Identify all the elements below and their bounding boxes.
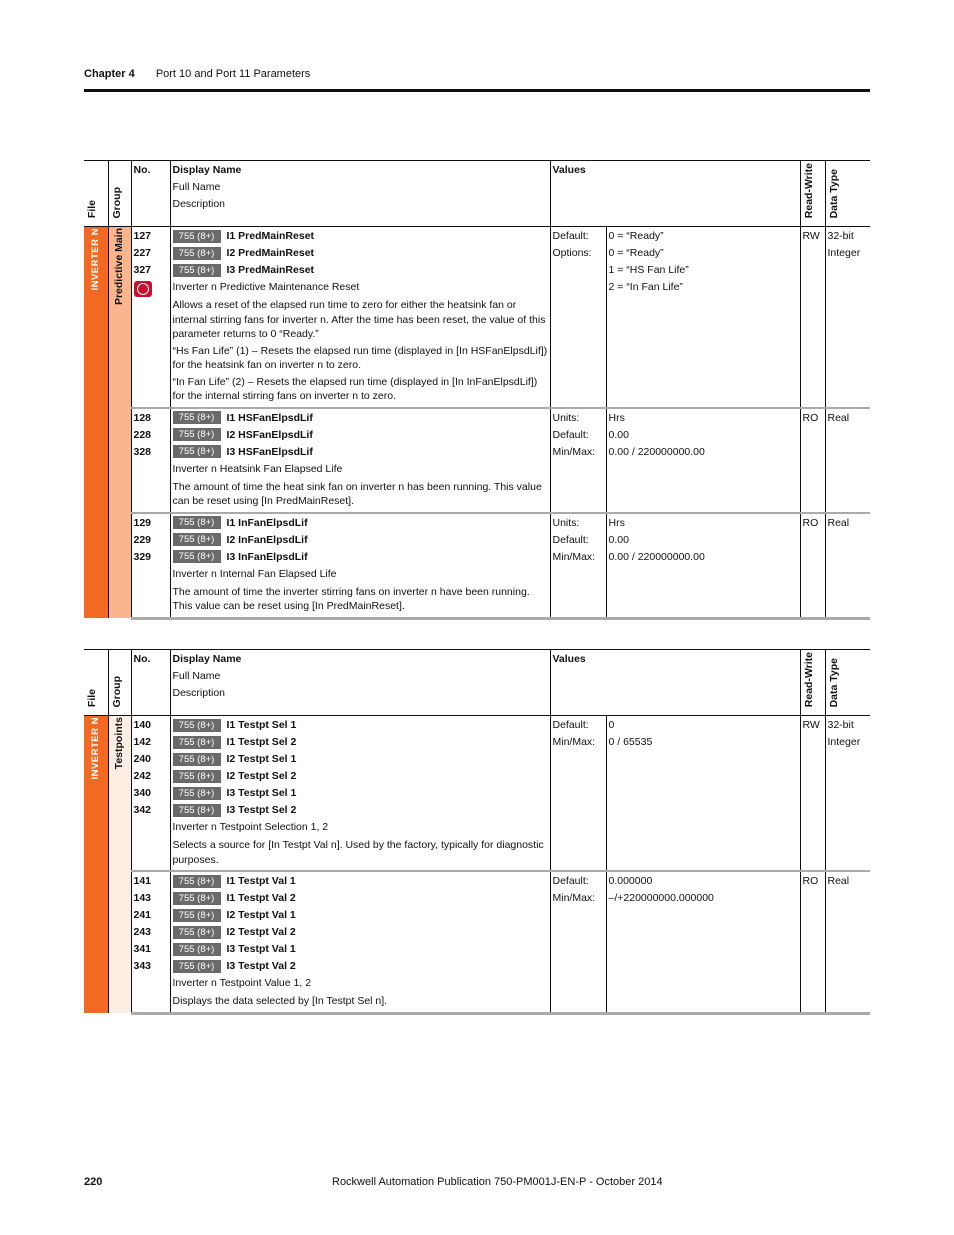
- parameter-name: I3 Testpt Sel 1: [226, 787, 297, 800]
- description: The amount of time the inverter stirring fans on inverter n have been running. This value can be reset using [In PredMainReset].: [172, 585, 530, 613]
- publication-info: Rockwell Automation Publication 750-PM001J-EN-P - October 2014: [332, 1176, 663, 1188]
- value-labels-cell: [550, 227, 606, 408]
- drive-badge: 755 (8+): [173, 770, 221, 783]
- parameter-table: [84, 649, 870, 1015]
- rw-column-header: Read-Write: [800, 650, 825, 716]
- value-setting: 0 / 65535: [608, 736, 653, 749]
- parameter-name: I1 InFanElpsdLif: [226, 516, 308, 529]
- name-cell: [170, 408, 550, 513]
- description: “In Fan Life” (2) – Resets the elapsed run time (displayed in [In InFanElpsdLif]) for the internal stirring fans on inverter n to zero.: [172, 375, 538, 403]
- full-name: Inverter n Heatsink Fan Elapsed Life: [172, 462, 343, 475]
- value-setting: 1 = “HS Fan Life”: [608, 264, 689, 277]
- parameter-number: 140: [133, 719, 152, 732]
- value-label: Options:: [552, 247, 592, 260]
- value-setting: 0.00: [608, 428, 629, 441]
- drive-badge: 755 (8+): [173, 943, 221, 956]
- parameter-number: 343: [133, 960, 152, 973]
- rw-cell: RO: [800, 408, 825, 513]
- value-label: Default:: [552, 719, 589, 732]
- value-labels-cell: [550, 408, 606, 513]
- parameter-name: I1 HSFanElpsdLif: [226, 411, 313, 424]
- parameter-number: 328: [133, 445, 152, 458]
- drive-badge: 755 (8+): [173, 787, 221, 800]
- parameter-row: [84, 716, 870, 872]
- drive-badge: 755 (8+): [173, 926, 221, 939]
- parameter-name: I2 InFanElpsdLif: [226, 533, 308, 546]
- description: “Hs Fan Life” (1) – Resets the elapsed run time (displayed in [In HSFanElpsdLif]) for the heatsink fan on inverter n to zero.: [172, 344, 548, 372]
- value-label: Min/Max:: [552, 550, 596, 563]
- value-setting: –/+220000000.000000: [608, 892, 714, 905]
- description: Displays the data selected by [In Testpt Sel n].: [172, 995, 388, 1008]
- group-column-header: Group: [108, 650, 131, 716]
- description: The amount of time the heat sink fan on inverter n has been running. This value can be reset using [In PredMainReset].: [172, 480, 542, 508]
- value-labels-cell: [550, 513, 606, 619]
- parameter-name: I2 Testpt Sel 1: [226, 753, 297, 766]
- running-header: [84, 68, 310, 80]
- number-cell: [131, 408, 170, 513]
- parameter-number: 228: [133, 428, 152, 441]
- value-setting: 0.00 / 220000000.00: [608, 445, 705, 458]
- parameter-row: [84, 408, 870, 513]
- dtype-cell: Real: [825, 513, 870, 619]
- parameter-row: [84, 871, 870, 1013]
- parameter-number: 341: [133, 943, 152, 956]
- drive-badge: 755 (8+): [173, 533, 221, 546]
- name-column-header: Display Name Full Name Description: [170, 650, 550, 716]
- full-name: Inverter n Predictive Maintenance Reset: [172, 281, 360, 294]
- name-cell: [170, 227, 550, 408]
- drive-badge: 755 (8+): [173, 875, 221, 888]
- parameter-number: 142: [133, 736, 152, 749]
- parameter-number: 127: [133, 230, 152, 243]
- full-name: Inverter n Internal Fan Elapsed Life: [172, 567, 337, 580]
- file-cell: INVERTER N: [84, 227, 108, 619]
- value-label: Default:: [552, 230, 589, 243]
- parameter-name: I1 Testpt Sel 1: [226, 719, 297, 732]
- dtype-cell: 32-bit Integer: [825, 716, 870, 872]
- parameter-name: I3 HSFanElpsdLif: [226, 445, 313, 458]
- number-cell: [131, 716, 170, 872]
- no-column-header: No.: [131, 650, 170, 716]
- value-label: Default:: [552, 428, 589, 441]
- rw-column-header: Read-Write: [800, 161, 825, 227]
- value-setting: Hrs: [608, 411, 625, 424]
- value-label: Default:: [552, 875, 589, 888]
- value-setting: 0.000000: [608, 875, 653, 888]
- parameter-name: I3 InFanElpsdLif: [226, 550, 308, 563]
- parameter-table: [84, 160, 870, 620]
- dtype-cell: 32-bit Integer: [825, 227, 870, 408]
- drive-badge: 755 (8+): [173, 736, 221, 749]
- drive-badge: 755 (8+): [173, 264, 221, 277]
- file-cell: INVERTER N: [84, 716, 108, 1014]
- number-cell: [131, 513, 170, 619]
- drive-badge: 755 (8+): [173, 516, 221, 529]
- rw-cell: RO: [800, 871, 825, 1013]
- parameter-name: I3 Testpt Val 2: [226, 960, 296, 973]
- parameter-name: I2 Testpt Sel 2: [226, 770, 297, 783]
- parameter-name: I1 Testpt Val 1: [226, 875, 296, 888]
- parameter-number: 243: [133, 926, 152, 939]
- drive-badge: 755 (8+): [173, 960, 221, 973]
- parameter-number: 241: [133, 909, 152, 922]
- no-column-header: No.: [131, 161, 170, 227]
- value-label: Units:: [552, 411, 580, 424]
- parameter-row: [84, 513, 870, 619]
- parameter-name: I2 Testpt Val 1: [226, 909, 296, 922]
- drive-badge: 755 (8+): [173, 428, 221, 441]
- file-column-header: File: [86, 200, 98, 219]
- value-settings-cell: [606, 227, 800, 408]
- value-setting: 0.00: [608, 533, 629, 546]
- chapter-title: Port 10 and Port 11 Parameters: [155, 68, 311, 80]
- description: Allows a reset of the elapsed run time to zero for either the heatsink fan or internal stirring fans for inverter n. After the time has been reset, the value of this parameter returns to 0 “Ready.”: [172, 299, 546, 341]
- parameter-name: I3 Testpt Sel 2: [226, 804, 297, 817]
- parameter-name: I2 PredMainReset: [226, 247, 315, 260]
- values-column-header: Values: [550, 650, 800, 716]
- dtype-column-header: Data Type: [825, 161, 870, 227]
- value-label: Units:: [552, 516, 580, 529]
- rw-cell: RW: [800, 227, 825, 408]
- dtype-column-header: Data Type: [825, 650, 870, 716]
- parameter-name: I1 Testpt Val 2: [226, 892, 296, 905]
- parameter-name: I1 PredMainReset: [226, 230, 315, 243]
- drive-badge: 755 (8+): [173, 909, 221, 922]
- full-name: Inverter n Testpoint Selection 1, 2: [172, 821, 329, 834]
- value-labels-cell: [550, 716, 606, 872]
- group-cell: Testpoints: [108, 716, 131, 1014]
- parameter-number: 240: [133, 753, 152, 766]
- rw-cell: RO: [800, 513, 825, 619]
- page-number: 220: [84, 1176, 103, 1188]
- group-cell: Predictive Main: [108, 227, 131, 619]
- parameter-number: 143: [133, 892, 152, 905]
- parameter-number: 227: [133, 247, 152, 260]
- value-setting: 0 = “Ready”: [608, 230, 664, 243]
- parameter-number: 229: [133, 533, 152, 546]
- value-settings-cell: [606, 716, 800, 872]
- name-cell: [170, 716, 550, 872]
- parameter-number: 329: [133, 550, 152, 563]
- parameter-name: I3 Testpt Val 1: [226, 943, 296, 956]
- value-label: [553, 279, 604, 296]
- dtype-cell: Real: [825, 871, 870, 1013]
- value-setting: 0 = “Ready”: [608, 247, 664, 260]
- parameter-number: 342: [133, 804, 152, 817]
- parameter-number: 128: [133, 411, 152, 424]
- full-name: Inverter n Testpoint Value 1, 2: [172, 977, 312, 990]
- name-column-header: Display Name Full Name Description: [170, 161, 550, 227]
- parameter-number: 327: [133, 264, 152, 277]
- rw-cell: RW: [800, 716, 825, 872]
- parameter-name: I2 Testpt Val 2: [226, 926, 296, 939]
- values-column-header: Values: [550, 161, 800, 227]
- drive-badge: 755 (8+): [173, 719, 221, 732]
- parameter-name: I3 PredMainReset: [226, 264, 315, 277]
- parameter-number: 242: [133, 770, 152, 783]
- value-label: Min/Max:: [552, 892, 596, 905]
- name-cell: [170, 513, 550, 619]
- number-cell: [131, 227, 170, 408]
- drive-badge: 755 (8+): [173, 247, 221, 260]
- drive-badge: 755 (8+): [173, 753, 221, 766]
- value-setting: Hrs: [608, 516, 625, 529]
- parameter-number: 129: [133, 516, 152, 529]
- value-label: [553, 262, 604, 279]
- chapter-label: Chapter 4: [84, 68, 135, 80]
- stop-drive-icon: [134, 281, 152, 297]
- dtype-cell: Real: [825, 408, 870, 513]
- value-settings-cell: [606, 513, 800, 619]
- file-column-header: File: [86, 689, 98, 708]
- drive-badge: 755 (8+): [173, 804, 221, 817]
- value-setting: 0: [608, 719, 615, 732]
- value-settings-cell: [606, 408, 800, 513]
- description: Selects a source for [In Testpt Val n]. Used by the factory, typically for diagnostic purposes.: [172, 839, 544, 866]
- value-label: Default:: [552, 533, 589, 546]
- value-label: Min/Max:: [552, 736, 596, 749]
- parameter-row: [84, 227, 870, 408]
- value-settings-cell: [606, 871, 800, 1013]
- drive-badge: 755 (8+): [173, 550, 221, 563]
- number-cell: [131, 871, 170, 1013]
- name-cell: [170, 871, 550, 1013]
- drive-badge: 755 (8+): [173, 411, 221, 424]
- drive-badge: 755 (8+): [173, 445, 221, 458]
- parameter-name: I2 HSFanElpsdLif: [226, 428, 313, 441]
- value-setting: 0.00 / 220000000.00: [608, 550, 705, 563]
- drive-badge: 755 (8+): [173, 230, 221, 243]
- drive-badge: 755 (8+): [173, 892, 221, 905]
- group-column-header: Group: [108, 161, 131, 227]
- parameter-number: 340: [133, 787, 152, 800]
- value-setting: 2 = “In Fan Life”: [608, 281, 683, 294]
- value-labels-cell: [550, 871, 606, 1013]
- parameter-name: I1 Testpt Sel 2: [226, 736, 297, 749]
- parameter-number: 141: [133, 875, 152, 888]
- value-label: Min/Max:: [552, 445, 596, 458]
- header-rule: [84, 89, 870, 92]
